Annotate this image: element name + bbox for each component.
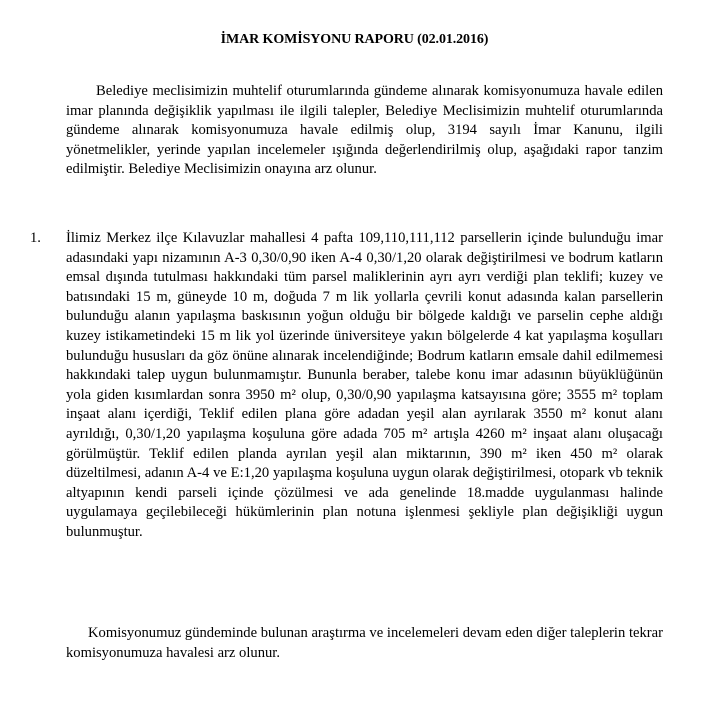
report-title: İMAR KOMİSYONU RAPORU (02.01.2016) [220, 32, 489, 47]
intro-paragraph: Belediye meclisimizin muhtelif oturumlarında gündeme alınarak komisyonumuza havale edilen imar planında değişiklik yapılması ile ilgili talepler, Belediye Meclisimizin muhtelif oturumlarında gündeme alınarak komisyonumuza havale edilmiş olup, 3194 sayılı İmar Kanunu, ilgili yönetmelikler, yerinde yapılan incelemeler ışığında değerlendirilmiş olup, aşağıdaki rapor tanzim edilmiştir. Belediye Meclisimizin onayına arz olunur. [66, 83, 663, 178]
list-item-number: 1. [30, 230, 41, 246]
list-item-text: İlimiz Merkez ilçe Kılavuzlar mahallesi 4 pafta 109,110,111,112 parsellerin içinde bulunduğu imar adasındaki yapı nizamının A-3 0,30/0,90 iken A-4 0,30/1,20 olarak değiştirilmesi ve bodrum katların emsal dışında tutulması hakkındaki tüm parsel maliklerinin ayrı ayrı verdiği plan teklifi; kuzey ve batısındaki 15 m, güneyde 10 m, doğuda 7 m lik yollarla çevrili konut adasında kalan parsellerin bulunduğu alanın yapılaşma baskısının yoğun olduğu bir bölgede kaldığı ve parselin cephe aldığı kuzey istikametindeki 15 m lik yol üzerinde üniversiteye yakın bölgelerde 4 kat yapılaşma koşulları bulunduğu hususları da göz önüne alınarak incelendiğinde; Bodrum katların emsale dahil edilmemesi hakkındaki talep uygun bulunmamıştır. Bununla beraber, talebe konu imar adasının büyüklüğünün yola giden kısımlardan sonra 3950 m² olup, 0,30/0,90 yapılaşma katsayısına göre; 3555 m² toplam inşaat alanı içerdiği, Teklif edilen plana göre adadan yeşil alan ayrılarak 3550 m² konut alanı ayrıldığı, 0,30/1,20 yapılaşma koşuluna göre adada 705 m² artışla 4260 m² inşaat alanı oluşacağı görülmüştür. Teklif edilen planda ayrılan yeşil alan miktarının, 390 m² iken 450 m² olarak düzeltilmesi, adanın A-4 ve E:1,20 yapılaşma koşuluna uygun olarak değiştirilmesi, otopark vb teknik altyapının kendi parseli içinde çözülmesi ve ada genelinde 18.madde uygulanması halinde uygulamaya geçilebileceği hükümlerinin plan notuna işlenmesi şekliyle plan değişikliği uygun bulunmuştur. [66, 230, 663, 540]
closing-paragraph: Komisyonumuz gündeminde bulunan araştırma ve incelemeleri devam eden diğer taleplerin tekrar komisyonumuza havalesi arz olunur. [66, 625, 663, 661]
